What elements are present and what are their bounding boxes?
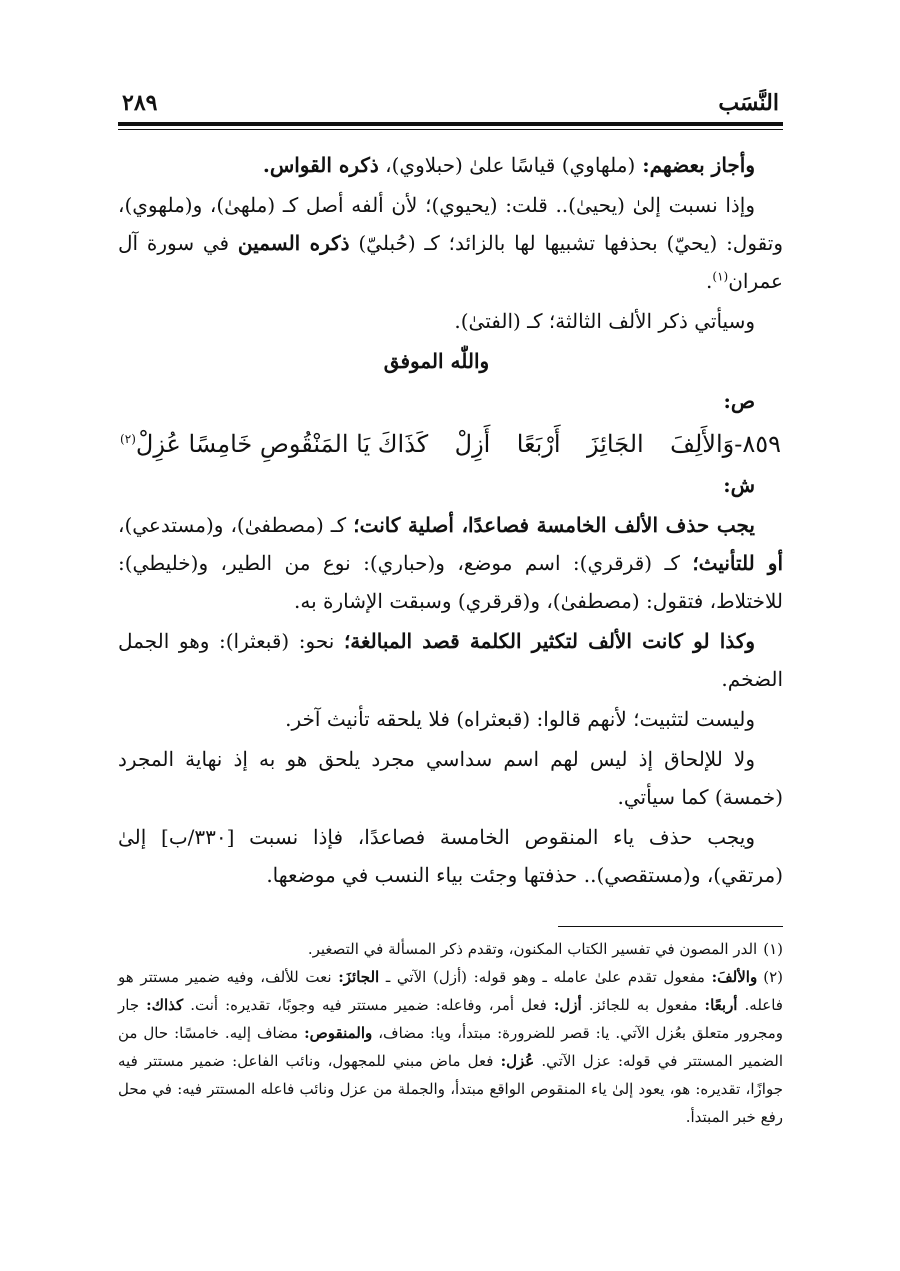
paragraph-6 [118, 700, 783, 738]
p1-bold-tail: ذكره القواس. [262, 153, 379, 177]
footnote-ref-1[interactable]: (١) [712, 269, 729, 284]
section-title: النَّسَب [718, 90, 779, 116]
verse-number: ٨٥٩- [734, 430, 781, 458]
footnote-2: (٢)والألفَ: مفعول تقدم علىٰ عامله ـ وهو قوله: (أزل) الآتي ـ الجائزَ: نعت للألف، وفيه ضمير مستتر هو فاعله. أربعًا: مفعول به للجائز. أزل: فعل أمر، وفاعله: ضمير مستتر فيه وجوبًا، تقديره: أنت. كذاك: جار ومجرور متعلق بعُزل الآتي. يا: قصر للضرورة: مبتدأ، ويا: مضاف، والمنقوص: مضاف إليه. خامسًا: حال من الضمير المستتر في قوله: عزل الآتي. عُزل: فعل ماض مبني للمجهول، ونائب الفاعل: ضمير مستتر فيه جوازًا، تقديره: هو، يعود إلىٰ ياء المنقوص الواقع مبتدأ، والجملة من عزل ونائب فاعله المستتر فيه: في محل رفع خبر المبتدأ. [118, 968, 784, 1126]
paragraph-3 [118, 302, 783, 340]
verse-word-3: أَرْبَعًا [516, 430, 561, 458]
p8-text: ويجب حذف ياء المنقوص الخامسة فصاعدًا، فإذا نسبت [٣٣٠/ب] إلىٰ (مرتقي)، و(مستقصي).. حذفتها وجئت بياء النسب في موضعها. [118, 825, 783, 887]
main-text [118, 146, 783, 894]
p5-bold: وكذا لو كانت الألف لتكثير الكلمة قصد المبالغة؛ [343, 629, 755, 653]
header-rule-thin [118, 129, 783, 130]
verse-line [118, 422, 783, 466]
footnotes [118, 935, 783, 1131]
paragraph-7 [118, 740, 783, 816]
p4-bold: يجب حذف الألف الخامسة فصاعدًا، أصلية كانت؛ [353, 513, 755, 537]
closing-phrase: واللّٰه الموفق [383, 349, 490, 373]
page-number: ٢٨٩ [122, 90, 158, 116]
p1-bold-lead: وأجاز بعضهم: [635, 153, 755, 177]
footnote-separator [558, 926, 783, 927]
footnote-1 [118, 935, 783, 963]
footnote-ref-2[interactable]: (٢) [120, 432, 136, 446]
p4-bold-b: أو للتأنيث؛ [692, 551, 784, 575]
p2-tail: في سورة آل عمران [118, 231, 783, 293]
p5-text: نحو: (قبعثرا): وهو الجمل الضخم. [118, 629, 783, 691]
shin-label: ش: [723, 473, 755, 497]
header-rule-thick [118, 122, 783, 126]
footnote-2-number: (٢) [763, 968, 783, 986]
p6-text: وليست لتثبيت؛ لأنهم قالوا: (قبعثراه) فلا يلحقه تأنيث آخر. [285, 707, 755, 731]
verse-word-1: ٨٥٩-وَالأَلِفَ [670, 430, 781, 458]
p4-text-b: كـ (قرقري): اسم موضع، و(حباري): نوع من الطير، و(خليطي): للاختلاط، فتقول: (مصطفىٰ)، و(قرقري) وسبقت الإشارة به. [118, 551, 783, 613]
verse-word-5: كَذَاكَ يَا المَنْقُوصِ خَامِسًا عُزِلْ$^{(٢)}$ [120, 430, 429, 458]
p2-end: . [706, 269, 713, 293]
p7-text: ولا للإلحاق إذ ليس لهم اسم سداسي مجرد يلحق هو به إذ نهاية المجرد (خمسة) كما سيأتي. [118, 747, 783, 809]
paragraph-2 [118, 186, 783, 300]
footnote-1-text: الدر المصون في تفسير الكتاب المكنون، وتقدم ذكر المسألة في التصغير. [307, 940, 758, 958]
verse-word-2: الجَائِزَ [586, 430, 644, 458]
verse-word-4: أَزِلْ [454, 430, 491, 458]
paragraph-4 [118, 506, 783, 620]
running-head [118, 80, 783, 116]
paragraph-5 [118, 622, 783, 698]
p2-bold: ذكره السمين [237, 231, 350, 255]
p1-text: (ملهاوي) قياسًا علىٰ (حبلاوي)، [378, 153, 636, 177]
paragraph-1 [118, 146, 783, 184]
footnote-1-number: (١) [763, 940, 783, 958]
p2-text: وإذا نسبت إلىٰ (يحيىٰ).. قلت: (يحيوي)؛ لأن ألفه أصل كـ (ملهىٰ)، و(ملهوي)، وتقول: (يحيّ) بحذفها تشبيها لها بالزائد؛ كـ (حُبليّ) [118, 193, 784, 255]
paragraph-8 [118, 818, 783, 894]
sad-label: ص: [723, 389, 755, 413]
p4-text-a: كـ (مصطفىٰ)، و(مستدعي)، [118, 513, 354, 537]
p3-text: وسيأتي ذكر الألف الثالثة؛ كـ (الفتىٰ). [454, 309, 755, 333]
book-page [118, 80, 783, 1131]
